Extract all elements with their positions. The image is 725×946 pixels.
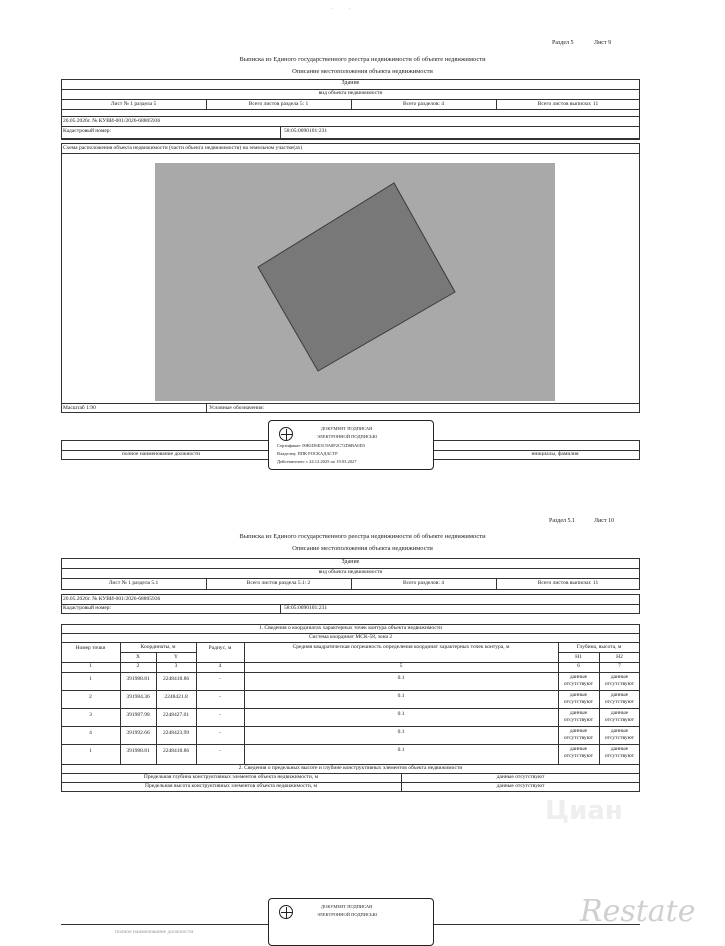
cell-r: - — [219, 712, 221, 718]
cell-r: - — [219, 748, 221, 754]
cell-h1: отсутствуют — [563, 735, 594, 741]
cell-y: 2248418.86 — [162, 748, 190, 754]
stamp-line: Владелец: ППК РОСКАДАСТР — [277, 451, 338, 456]
col-point: Номер точки — [75, 645, 106, 651]
extract-title: Выписка из Единого государственного реестра недвижимости об объекте недвижимости — [239, 56, 486, 63]
col-number: 3 — [174, 663, 178, 669]
date-number: 20.05.2026г. № КУВИ-001/2026-68805936 — [63, 118, 161, 124]
limits-title: 2. Сведения о предельных высоте и глубине конструктивных элементов объекта недвижимости — [238, 765, 463, 771]
col-x: X — [136, 654, 140, 660]
row-divider — [61, 708, 640, 709]
total-sheets: Всего листов выписки: 11 — [537, 101, 599, 107]
col-h1: H1 — [575, 654, 582, 660]
e-signature-stamp — [268, 420, 434, 470]
col-y: Y — [174, 654, 178, 660]
extract-subtitle-2: Описание местоположения объекта недвижимости — [292, 545, 433, 552]
col-number: 5 — [399, 663, 403, 669]
building-contour — [155, 163, 555, 401]
cell-n: 2 — [89, 694, 92, 700]
cell-y: 2248423.99 — [162, 730, 190, 736]
cell-y: 2248418.86 — [162, 676, 190, 682]
stamp-line: Действителен: с 24.12.2025 по 19.03.2027 — [277, 459, 357, 464]
col-number: 2 — [136, 663, 140, 669]
object-type-caption: вид объекта недвижимости — [318, 90, 383, 96]
row-divider — [61, 726, 640, 727]
cell-h1: отсутствуют — [563, 681, 594, 687]
initials-caption: инициалы, фамилия — [531, 451, 579, 457]
cell-n: 4 — [89, 730, 92, 736]
cell-n: 3 — [89, 712, 92, 718]
cadastral-number-2: 58:05:0090101:231 — [284, 605, 328, 611]
cell-h1: данные — [569, 674, 588, 680]
cell-x: 391984.36 — [126, 694, 150, 700]
col-accuracy: Средняя квадратическая погрешность определения координат характерных точек контура, м — [292, 644, 510, 650]
col-number: 1 — [89, 663, 92, 669]
cell-h1: данные — [569, 746, 588, 752]
bottom-cut-caption: полное наименование должности — [115, 929, 194, 935]
cadastral-label-2: Кадастровый номер: — [63, 605, 112, 611]
position-caption: полное наименование должности — [121, 451, 201, 457]
cell-h2: данные — [610, 746, 629, 752]
cell-h2: отсутствуют — [604, 699, 635, 705]
col-h2: H2 — [616, 654, 623, 660]
extract-title-2: Выписка из Единого государственного реестра недвижимости об объекте недвижимости — [239, 533, 486, 540]
cadastral-label: Кадастровый номер: — [63, 128, 112, 134]
cell-acc: 0.1 — [397, 711, 405, 717]
cell-acc: 0.1 — [397, 747, 405, 753]
cell-h2: данные — [610, 674, 629, 680]
sheet-number: Лист № 1 раздела 5 — [110, 101, 157, 107]
total-sections: Всего разделов: 4 — [402, 101, 445, 107]
emblem-icon — [279, 905, 293, 919]
section-label-2: Раздел 5.1 — [549, 518, 575, 524]
cell-n: 1 — [89, 748, 92, 754]
stamp-line: ЭЛЕКТРОННОЙ ПОДПИСЬЮ — [317, 434, 378, 439]
restate-watermark-logo: Restate — [580, 894, 696, 929]
cell-x: 391988.81 — [126, 748, 150, 754]
coord-system: Система координат МСК-58, зона 2 — [308, 634, 393, 640]
scheme-label: Схема расположения объекта недвижимости (части объекта недвижимости) на земельном участке(ах) — [63, 145, 303, 151]
col-number: 7 — [618, 663, 621, 669]
max-height-label: Предельная высота конструктивных элементов объекта недвижимости, м — [144, 783, 318, 789]
scale-label: Масштаб 1:90 — [63, 405, 96, 411]
cell-acc: 0.1 — [397, 693, 405, 699]
sheet-label-2: Лист 10 — [594, 518, 615, 524]
cell-h1: отсутствуют — [563, 699, 594, 705]
section-label: Раздел 5 — [552, 40, 574, 46]
cell-h2: данные — [610, 728, 629, 734]
col-depth: Глубина, высота, м — [576, 644, 622, 650]
cell-h2: отсутствуют — [604, 735, 635, 741]
col-coords: Координаты, м — [140, 644, 176, 650]
cell-h2: отсутствуют — [604, 717, 635, 723]
stamp-line: ДОКУМЕНТ ПОДПИСАН — [321, 426, 373, 431]
cell-h1: отсутствуют — [563, 717, 594, 723]
col-number: 6 — [577, 663, 580, 669]
table-title: 1. Сведения о координатах характерных точек контура объекта недвижимости — [258, 625, 443, 631]
emblem-icon — [279, 427, 293, 441]
max-height-value: данные отсутствуют — [496, 783, 545, 789]
cell-h1: данные — [569, 692, 588, 698]
scan-smudge: · · — [330, 4, 358, 15]
cell-acc: 0.1 — [397, 675, 405, 681]
scheme-map — [155, 163, 555, 401]
object-type-caption-2: вид объекта недвижимости — [318, 569, 383, 575]
stamp-line: Сертификат: 00B1D6E3C9A8F2C72D6BA0D3 — [277, 443, 366, 448]
cell-x: 391988.81 — [126, 676, 150, 682]
cell-h2: отсутствуют — [604, 681, 635, 687]
legend-label: Условные обозначения: — [209, 405, 265, 411]
cell-n: 1 — [89, 676, 92, 682]
cell-r: - — [219, 676, 221, 682]
cell-x: 391987.98 — [126, 712, 150, 718]
cell-h1: отсутствуют — [563, 753, 594, 759]
stamp-line: ДОКУМЕНТ ПОДПИСАН — [321, 904, 373, 909]
cadastral-number: 58:05:0090101:231 — [284, 128, 328, 134]
cell-h1: данные — [569, 728, 588, 734]
sheet-label: Лист 9 — [594, 40, 612, 46]
max-depth-label: Предельная глубина конструктивных элементов объекта недвижимости, м — [143, 774, 319, 780]
object-type-2: Здание — [341, 559, 360, 565]
extract-subtitle: Описание местоположения объекта недвижимости — [292, 68, 433, 75]
col-number: 4 — [218, 663, 222, 669]
cell-h2: отсутствуют — [604, 753, 635, 759]
cell-h2: данные — [610, 692, 629, 698]
date-number-2: 20.05.2026г. № КУВИ-001/2026-68805936 — [63, 596, 161, 602]
cell-r: - — [219, 730, 221, 736]
cell-h1: данные — [569, 710, 588, 716]
faint-watermark: Циан — [545, 796, 623, 826]
total-sheets-section-2: Всего листов раздела 5.1: 2 — [246, 580, 311, 586]
row-divider — [61, 690, 640, 691]
cell-h2: данные — [610, 710, 629, 716]
col-radius: Радиус, м — [208, 645, 232, 651]
cell-x: 391992.66 — [126, 730, 150, 736]
cell-y: 2248421.8 — [164, 694, 188, 700]
max-depth-value: данные отсутствуют — [496, 774, 545, 780]
cell-y: 2248427.01 — [162, 712, 190, 718]
total-sheets-2: Всего листов выписки: 11 — [537, 580, 599, 586]
row-divider — [61, 744, 640, 745]
object-type: Здание — [341, 80, 360, 86]
sheet-number-2: Лист № 1 раздела 5.1 — [108, 580, 159, 586]
cell-r: - — [219, 694, 221, 700]
total-sections-2: Всего разделов: 4 — [402, 580, 445, 586]
total-sheets-section: Всего листов раздела 5: 1 — [248, 101, 309, 107]
stamp-line: ЭЛЕКТРОННОЙ ПОДПИСЬЮ — [317, 912, 378, 917]
cell-acc: 0.1 — [397, 729, 405, 735]
